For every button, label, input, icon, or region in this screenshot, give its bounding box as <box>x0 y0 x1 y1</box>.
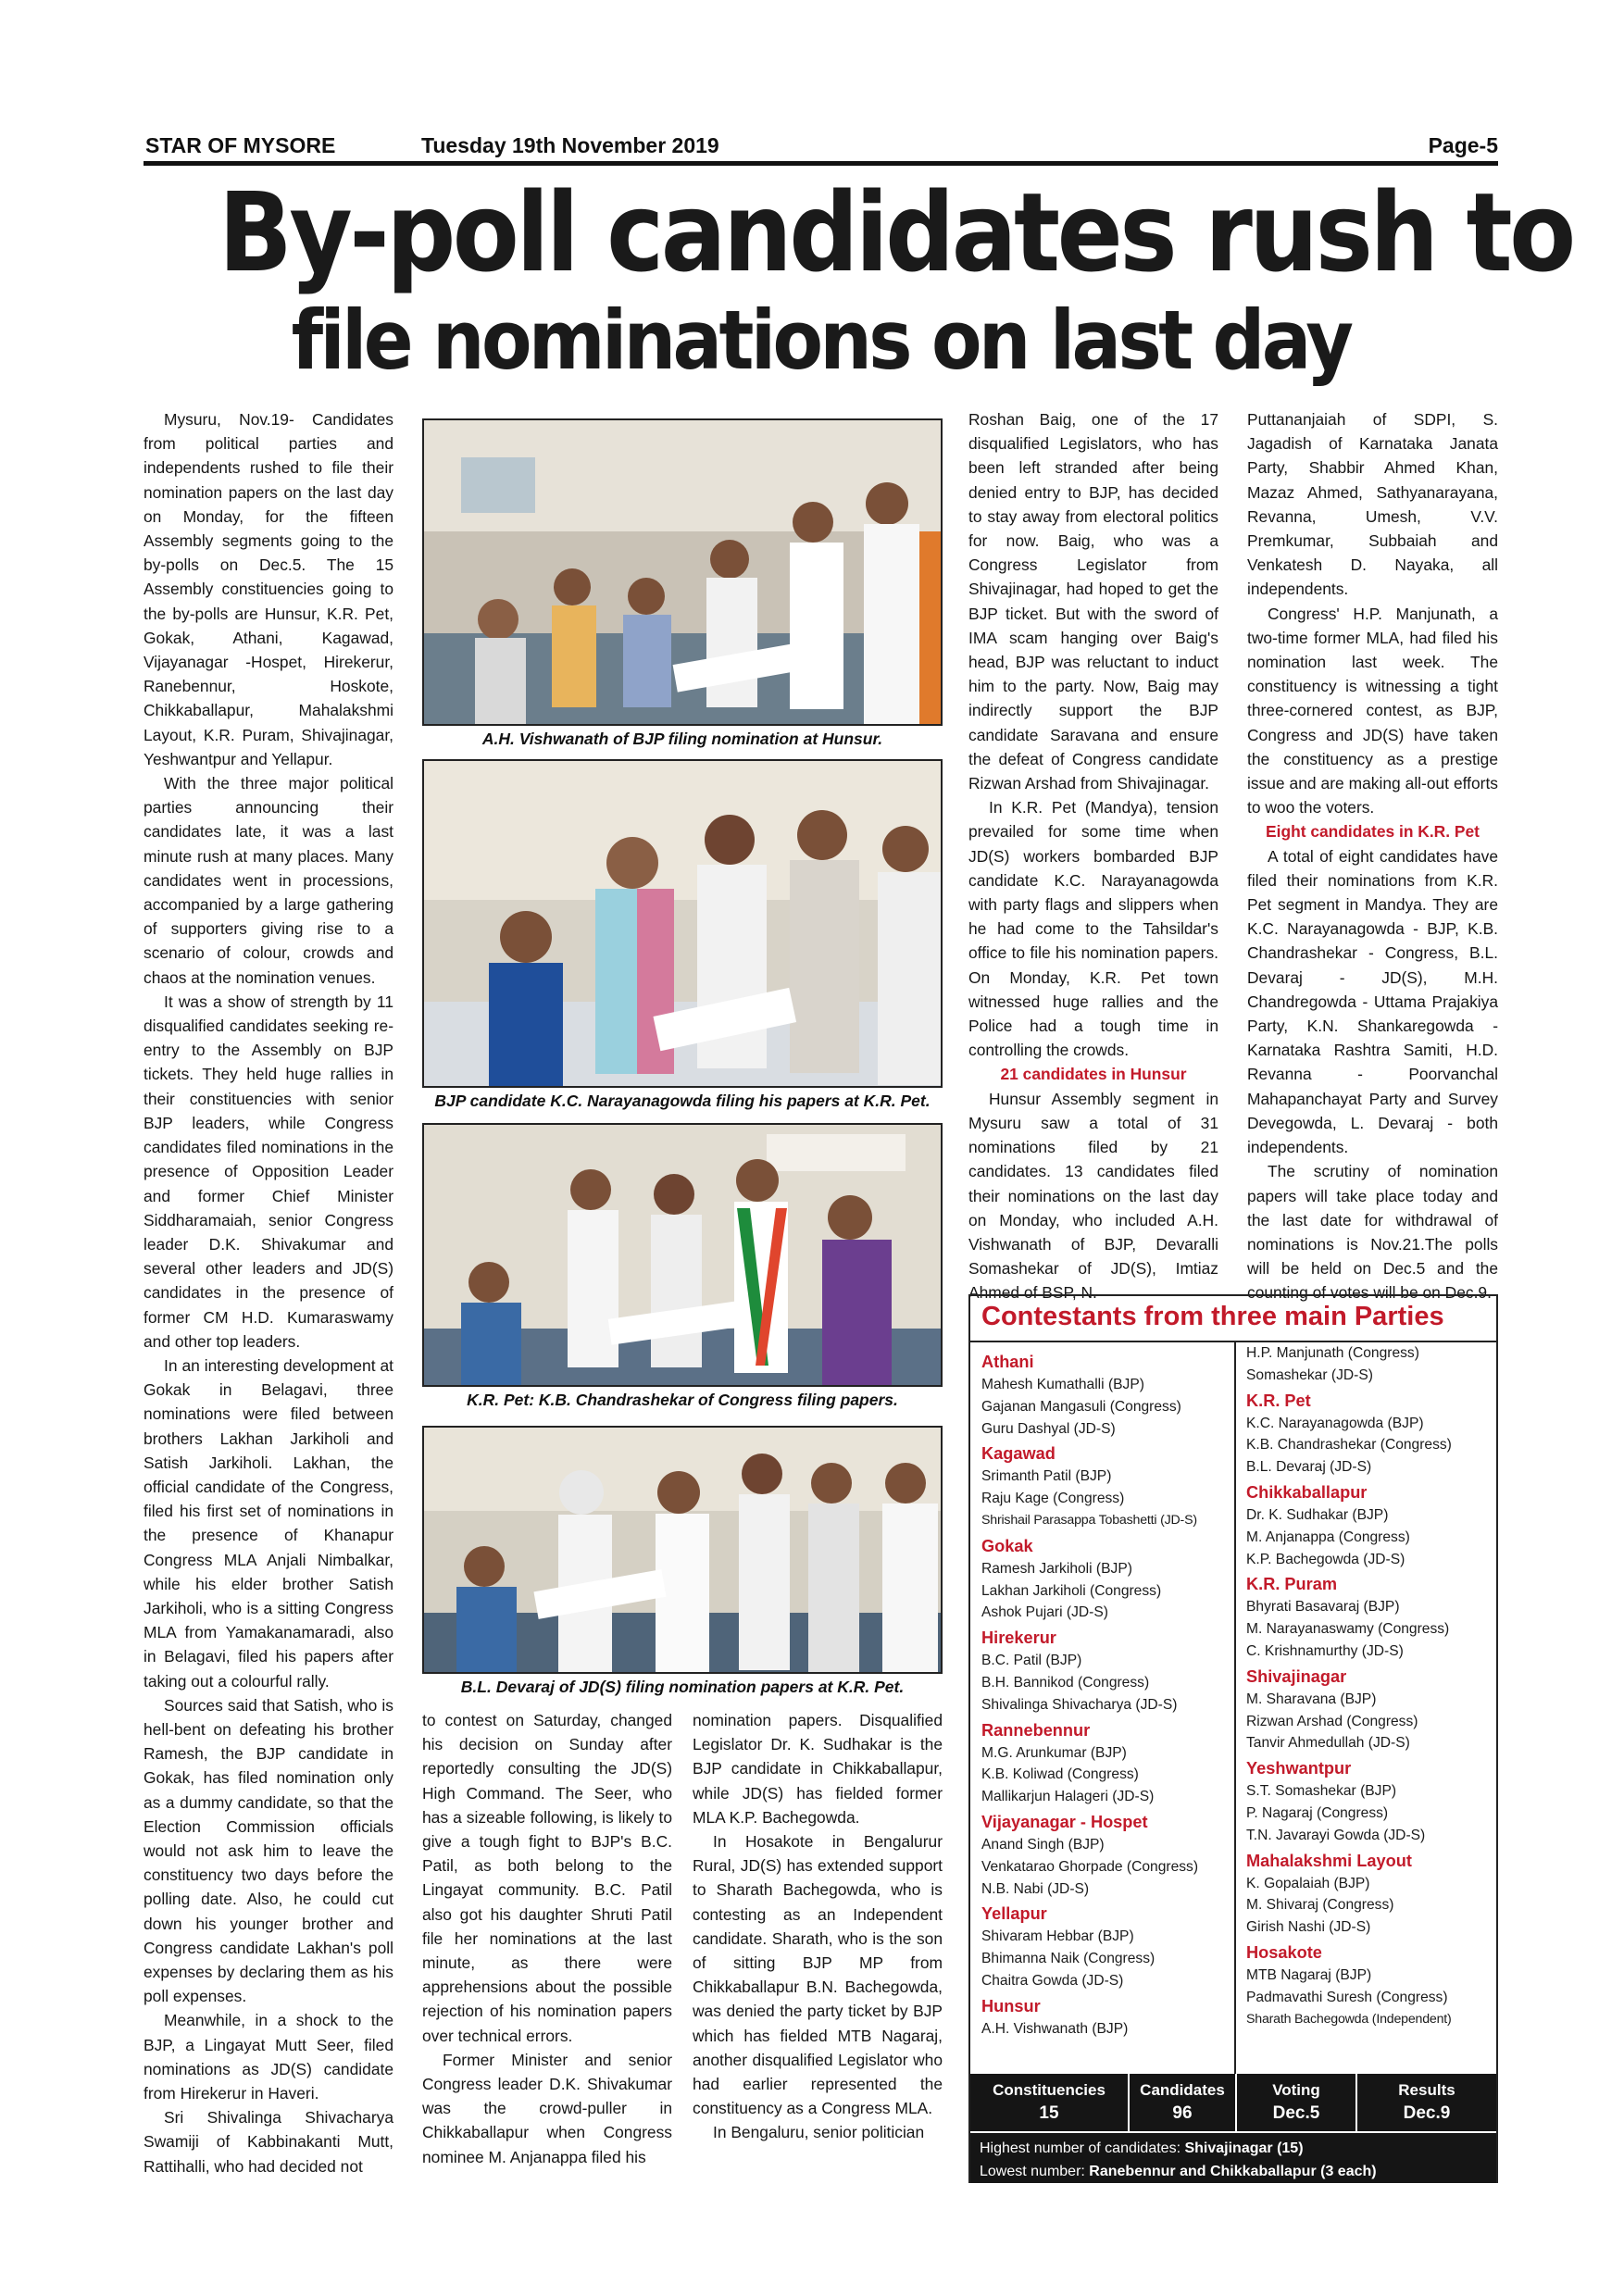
contestants-right-column <box>1246 1342 1496 2030</box>
stat-value: Dec.9 <box>1403 2103 1451 2123</box>
candidate-entry: Mahesh Kumathalli (BJP) <box>981 1377 1144 1392</box>
article-column-2 <box>422 1708 672 2169</box>
stat-label: Candidates <box>1140 2081 1225 2099</box>
candidate-entry: B.C. Patil (BJP) <box>981 1653 1082 1669</box>
candidate-entry: A.H. Vishwanath (BJP) <box>981 2020 1129 2037</box>
constituency-name: Vijayanagar - Hospet <box>981 1812 1148 1831</box>
constituency-name: Hunsur <box>981 1996 1041 2015</box>
stat-constituencies <box>970 2079 1128 2126</box>
candidate-entry: Raju Kage (Congress) <box>981 1491 1125 1507</box>
candidate-entry: Lakhan Jarkiholi (Congress) <box>981 1582 1162 1599</box>
candidate-entry: Bhyrati Basavaraj (BJP) <box>1246 1599 1400 1616</box>
photo-devaraj-krpet <box>422 1426 943 1674</box>
candidate-entry: Chaitra Gowda (JD-S) <box>981 1972 1124 1989</box>
highest-value: Shivajinagar (15) <box>1184 2140 1304 2156</box>
paragraph: Congress' H.P. Manjunath, a two-time former MLA, had filed his nomination last week. The constituency is witnessing a tight three-cornered contest, as BJP, Congress and JD(S) have taken the constituency as a prestige issue and are making all-out efforts to woo the voters. <box>1247 604 1498 817</box>
article-column-3 <box>968 407 1218 1305</box>
candidate-entry: Ramesh Jarkiholi (BJP) <box>981 1560 1132 1577</box>
stat-candidates <box>1130 2079 1235 2126</box>
photo-chandrashekar-krpet <box>422 1123 943 1387</box>
photo-narayanagowda-krpet <box>422 759 943 1088</box>
constituency-name: Rannebennur <box>981 1720 1091 1740</box>
candidate-entry: P. Nagaraj (Congress) <box>1246 1804 1389 1821</box>
paragraph: Sources said that Satish, who is hell-bent on defeating his brother Ramesh, the BJP candidate in Gokak, has filed nomination only as a dummy candidate, so that the Election Commission officials would not ask him to leave the constituency two days before the polling date. Also, he could cut down his younger brother and Congress candidate Lakhan's poll expenses by declaring them as his poll expenses. <box>144 1695 394 2006</box>
constituency-name: Gokak <box>981 1536 1033 1555</box>
candidate-entry: K.P. Bachegowda (JD-S) <box>1246 1551 1405 1567</box>
paragraph: In an interesting development at Gokak in Belagavi, three nominations were filed between brothers Lakhan Jarkiholi and Satish Jarkiholi. Lakhan, the official candidate of the Congress, filed his first set of nominations in the presence of Khanapur Congress MLA Anjali Nimbalkar, while his elder brother Satish Jarkiholi, who is a sitting Congress MLA from Yamakanamaradi, also in Belagavi, filed his papers after taking out a colourful rally. <box>144 1355 394 1691</box>
candidate-entry: M.G. Arunkumar (BJP) <box>981 1744 1127 1761</box>
photo-image <box>424 420 943 726</box>
contestants-left-column <box>981 1348 1231 2040</box>
stat-value: 15 <box>1039 2103 1059 2123</box>
stat-label: Voting <box>1272 2081 1320 2099</box>
candidate-entry: Dr. K. Sudhakar (BJP) <box>1246 1506 1389 1523</box>
candidate-entry: M. Narayanaswamy (Congress) <box>1246 1621 1450 1638</box>
candidate-entry: M. Shivaraj (Congress) <box>1246 1897 1394 1914</box>
candidate-entry: Anand Singh (BJP) <box>981 1836 1105 1853</box>
paragraph: Hunsur Assembly segment in Mysuru saw a total of 31 nominations filed by 21 candidates. 13 candidates filed their nominations on the last day on Monday, who included A.H. Vishwanath of BJP, Devaralli Somashekar of JD(S), Imtiaz Ahmed of BSP, N. <box>968 1089 1218 1303</box>
candidate-entry: Guru Dashyal (JD-S) <box>981 1420 1116 1437</box>
paragraph: In K.R. Pet (Mandya), tension prevailed for some time when JD(S) workers bombarded BJP candidate K.C. Narayanagowda with party flags and slippers when he had come to the Tahsildar's office to file his nomination papers. On Monday, K.R. Pet town witnessed huge rallies and the Police had a tough time in controlling the crowds. <box>968 798 1218 1060</box>
candidate-entry: Tanvir Ahmedullah (JD-S) <box>1246 1735 1410 1752</box>
paragraph: nomination papers. Disqualified Legislator Dr. K. Sudhakar is the BJP candidate in Chikkaballapur, while JD(S) has fielded former MLA K.P. Bachegowda. <box>693 1711 943 1827</box>
page-number: Page-5 <box>1428 133 1498 157</box>
candidate-entry: Bhimanna Naik (Congress) <box>981 1951 1156 1967</box>
candidate-entry: Shivalinga Shivacharya (JD-S) <box>981 1696 1178 1713</box>
paragraph: to contest on Saturday, changed his decision on Sunday after reportedly consulting the JD(S) High Command. The Seer, who has a sizeable following, is likely to give a tough fight to BJP's B.C. Patil, as both belong to the Lingayat community. B.C. Patil also got his daughter Shruti Patil file her nominations at the last minute, as there were apprehensions about the possible rejection of his nomination papers over technical errors. <box>422 1711 672 2045</box>
candidate-entry: M. Anjanappa (Congress) <box>1246 1529 1410 1545</box>
candidate-entry: Padmavathi Suresh (Congress) <box>1246 1989 1448 2005</box>
constituency-name: Shivajinagar <box>1246 1666 1347 1686</box>
paragraph: In Bengaluru, senior politician <box>713 2123 925 2142</box>
candidate-entry: K.C. Narayanagowda (BJP) <box>1246 1415 1424 1431</box>
photo-image <box>424 1428 943 1674</box>
candidate-entry: N.B. Nabi (JD-S) <box>981 1880 1090 1897</box>
article-column-3-bottom <box>693 1708 943 2145</box>
candidate-entry: S.T. Somashekar (BJP) <box>1246 1783 1397 1800</box>
masthead <box>144 128 1498 165</box>
constituency-name: Chikkaballapur <box>1246 1482 1368 1502</box>
paragraph: Roshan Baig, one of the 17 disqualified Legislators, who has been left stranded after being denied entry to BJP, has decided to stay away from electoral politics for now. Baig, who was a Congress Legislator from Shivajinagar, had hoped to get the BJP ticket. But with the sword of IMA scam hanging over Baig's head, BJP was reluctant to induct him to the party. Now, Baig may indirectly support the BJP candidate Saravana and ensure the defeat of Congress candidate Rizwan Arshad from Shivajinagar. <box>968 410 1218 793</box>
candidate-entry: B.H. Bannikod (Congress) <box>981 1674 1150 1691</box>
photo-image <box>424 1125 943 1387</box>
photo-caption-3: K.R. Pet: K.B. Chandrashekar of Congress filing papers. <box>467 1391 898 1409</box>
candidate-entry: K. Gopalaiah (BJP) <box>1246 1875 1370 1891</box>
paragraph: Former Minister and senior Congress leader D.K. Shivakumar was the crowd-puller in Chikkaballapur when Congress nominee M. Anjanappa filed his <box>422 2050 672 2166</box>
constituency-name: Yellapur <box>981 1904 1047 1924</box>
constituency-name: Hosakote <box>1246 1942 1322 1962</box>
candidate-entry: K.B. Koliwad (Congress) <box>981 1766 1139 1783</box>
candidate-entry: H.P. Manjunath (Congress) <box>1246 1345 1419 1361</box>
headline-line-2: file nominations on last day <box>291 293 1351 388</box>
photo-image <box>424 761 943 1088</box>
photo-caption-2: BJP candidate K.C. Narayanagowda filing his papers at K.R. Pet. <box>434 1092 931 1110</box>
lowest-label: Lowest number: <box>980 2164 1085 2179</box>
photo-vishwanath-hunsur <box>422 418 943 726</box>
photo-caption-1: A.H. Vishwanath of BJP filing nomination at Hunsur. <box>481 730 883 748</box>
candidate-entry: Gajanan Mangasuli (Congress) <box>981 1398 1181 1415</box>
stat-value: Dec.5 <box>1272 2103 1320 2123</box>
subhead-hunsur: 21 candidates in Hunsur <box>1000 1065 1187 1084</box>
paragraph: Meanwhile, in a shock to the BJP, a Lingayat Mutt Seer, filed nominations as JD(S) candidate from Hirekerur in Haveri. <box>144 2011 394 2103</box>
paragraph: Puttananjaiah of SDPI, S. Jagadish of Karnataka Janata Party, Shabbir Ahmed Khan, Mazaz Ahmed, Sathyanarayana, Revanna, Umesh, V.V. Premkumar, Subbaiah and Venkatesh D. Nayaka, all independents. <box>1247 410 1498 599</box>
constituency-name: Yeshwantpur <box>1246 1759 1352 1778</box>
subhead-krpet: Eight candidates in K.R. Pet <box>1266 822 1480 842</box>
issue-date: Tuesday 19th November 2019 <box>421 133 719 157</box>
candidate-entry: B.L. Devaraj (JD-S) <box>1246 1459 1372 1476</box>
masthead-rule <box>144 161 1498 166</box>
candidate-entry: Somashekar (JD-S) <box>1246 1366 1373 1383</box>
article-column-1 <box>144 407 394 2178</box>
paragraph: The scrutiny of nomination papers will take place today and the last date for withdrawal of nominations is Nov.21.The polls will be held on Dec.5 and the counting of votes will be on Dec.9. <box>1247 1162 1498 1303</box>
constituency-name: K.R. Pet <box>1246 1391 1311 1410</box>
contestants-box <box>968 1294 1498 2183</box>
headline-line-1: By-poll candidates rush to <box>218 168 1573 296</box>
contestants-title: Contestants from three main Parties <box>981 1302 1444 1331</box>
paragraph: With the three major political parties announcing their candidates late, it was a last minute rush at many places. Many candidates went in processions, accompanied by a large gathering of supporters giving rise to a scenario of colour, crowds and chaos at the nomination venues. <box>144 774 394 987</box>
paragraph: In Hosakote in Bengalurur Rural, JD(S) has extended support to Sharath Bachegowda, who is contesting as an Independent candidate. Sharath, who is the son of sitting BJP MP from Chikkaballapur B.N. Bachegowda, was denied the party ticket by BJP which has fielded MTB Nagaraj, another disqualified Legislator who had earlier represented the constituency as a Congress MLA. <box>693 1832 943 2118</box>
constituency-name: Athani <box>981 1353 1034 1371</box>
constituency-name: Hirekerur <box>981 1628 1056 1648</box>
candidate-entry: Rizwan Arshad (Congress) <box>1246 1713 1418 1729</box>
candidate-entry: M. Sharavana (BJP) <box>1246 1691 1377 1707</box>
constituency-name: Mahalakshmi Layout <box>1246 1851 1412 1870</box>
candidate-entry: Venkatarao Ghorpade (Congress) <box>981 1858 1199 1875</box>
paragraph: Mysuru, Nov.19- Candidates from political parties and independents rushed to file their nomination papers on the last day on Monday, for the fifteen Assembly segments going to the by-polls on Dec.5. The 15 Assembly constituencies going to the by-polls are Hunsur, K.R. Pet, Gokak, Athani, Kagawad, Vijayanagar -Hospet, Hirekerur, Ranebennur, Hoskote, Chikkaballapur, Mahalakshmi Layout, K.R. Puram, Shivajinagar, Yeshwantpur and Yellapur. <box>144 410 394 768</box>
highest-label: Highest number of candidates: <box>980 2140 1181 2156</box>
candidate-entry: Girish Nashi (JD-S) <box>1246 1919 1371 1936</box>
candidate-entry: MTB Nagaraj (BJP) <box>1246 1966 1372 1983</box>
paragraph: It was a show of strength by 11 disqualified candidates seeking re-entry to the Assembly on BJP tickets. They held huge rallies in their constituencies with senior BJP leaders, while Congress candidates filed nominations in the presence of Opposition Leader and former Chief Minister Siddharamaiah, senior Congress leader D.K. Shivakumar and several other leaders and JD(S) candidates in the presence of former CM H.D. Kumaraswamy and other top leaders. <box>144 992 394 1351</box>
article-column-4 <box>1247 407 1498 1305</box>
constituency-name: Kagawad <box>981 1444 1056 1464</box>
stat-results <box>1357 2079 1496 2126</box>
paper-name: STAR OF MYSORE <box>145 133 336 157</box>
stat-voting <box>1237 2079 1355 2126</box>
paragraph: A total of eight candidates have filed their nominations from K.R. Pet segment in Mandya. They are K.C. Narayanagowda - BJP, K.B. Chandrashekar - Congress, B.L. Devaraj - JD(S), M.H. Chandregowda - Uttama Prajakiya Party, K.N. Shankaregowda - Karnataka Rashtra Samiti, H.D. Revanna - Poorvanchal Mahapanchayat Party and Survey Devegowda, L. Devaraj - both independents. <box>1247 846 1498 1157</box>
stat-value: 96 <box>1172 2103 1193 2123</box>
candidates-footnote <box>970 2131 1496 2183</box>
candidate-entry: T.N. Javarayi Gowda (JD-S) <box>1246 1827 1426 1843</box>
candidate-entry: Shrishail Parasappa Tobashetti (JD-S) <box>981 1512 1197 1528</box>
candidate-entry: Ashok Pujari (JD-S) <box>981 1604 1108 1621</box>
highest-candidates-line <box>980 2137 1487 2160</box>
box-column-divider <box>1234 1341 1236 2074</box>
constituency-name: K.R. Puram <box>1246 1575 1338 1594</box>
paragraph: Sri Shivalinga Shivacharya Swamiji of Kabbinakanti Mutt, Rattihalli, who had decided not <box>144 2108 394 2176</box>
photo-caption-4: B.L. Devaraj of JD(S) filing nomination papers at K.R. Pet. <box>460 1678 905 1696</box>
lowest-candidates-line <box>980 2160 1487 2183</box>
candidate-entry: C. Krishnamurthy (JD-S) <box>1246 1642 1404 1659</box>
stat-label: Constituencies <box>993 2081 1106 2099</box>
lowest-value: Ranebennur and Chikkaballapur (3 each) <box>1089 2164 1377 2179</box>
candidate-entry: Srimanth Patil (BJP) <box>981 1468 1112 1485</box>
stats-bar <box>970 2074 1496 2131</box>
candidate-entry: Sharath Bachegowda (Independent) <box>1246 2011 1452 2027</box>
candidate-entry: Shivaram Hebbar (BJP) <box>981 1928 1134 1945</box>
candidate-entry: Mallikarjun Halageri (JD-S) <box>981 1789 1155 1805</box>
candidate-entry: K.B. Chandrashekar (Congress) <box>1246 1437 1452 1454</box>
stat-label: Results <box>1398 2081 1455 2099</box>
